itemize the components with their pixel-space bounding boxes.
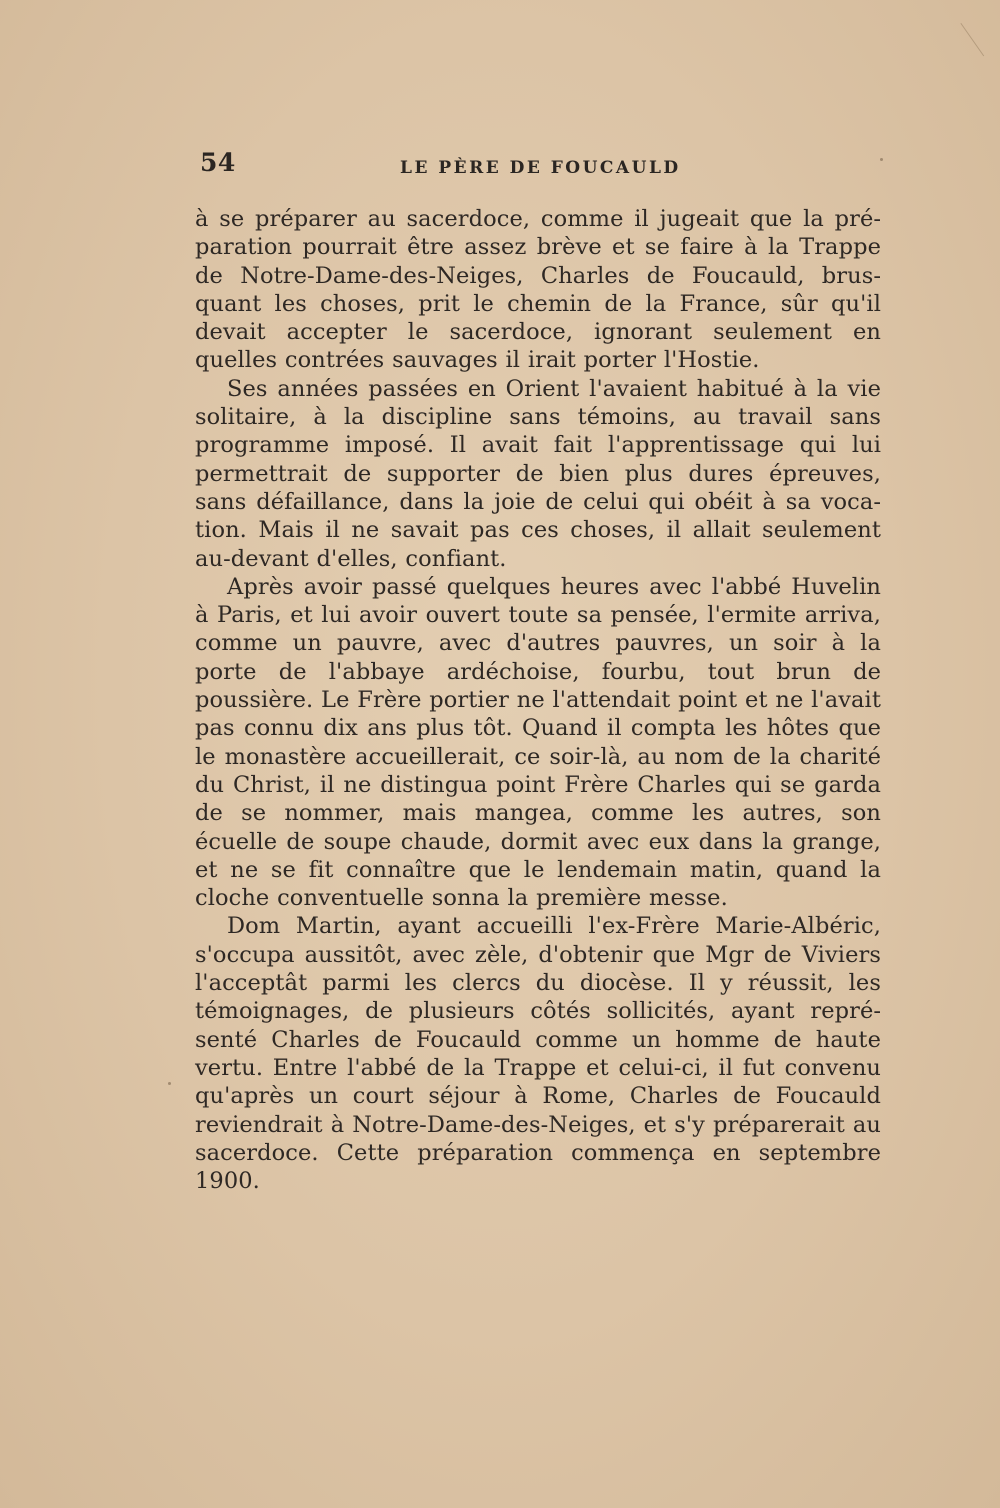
- paragraph-1: à se préparer au sacerdoce, comme il jugeait que la préparation pourrait être assez brève et se faire à la Trappe de Notre-Dame-des-Neiges, Charles de Foucauld, brusquant les choses, prit le chemin de la France, sûr qu'il devait accepter le sacerdoce, ignorant seulement en quelles contrées sauvages il irait porter l'Hostie.: [195, 206, 881, 374]
- page-number: 54: [200, 148, 236, 177]
- running-title: LE PÈRE DE FOUCAULD: [400, 158, 681, 178]
- paragraph-2: Ses années passées en Orient l'avaient habitué à la vie solitaire, à la discipline sans témoins, au travail sans programme imposé. Il avait fait l'apprentissage qui lui permettrait de supporter de bien plus dures épreuves, sans défaillance, dans la joie de celui qui obéit à sa vocation. Mais il ne savait pas ces choses, il allait seulement au-devant d'elles, confiant.: [195, 375, 881, 572]
- paragraph-3: Après avoir passé quelques heures avec l'abbé Huvelin à Paris, et lui avoir ouvert toute sa pensée, l'ermite arriva, comme un pauvre, avec d'autres pauvres, un soir à la porte de l'abbaye ardéchoise, fourbu, tout brun de poussière. Le Frère portier ne l'attendait point et ne l'avait pas connu dix ans plus tôt. Quand il compta les hôtes que le monastère accueillerait, ce soir-là, au nom de la charité du Christ, il ne distingua point Frère Charles qui se garda de se nommer, mais mangea, comme les autres, son écuelle de soupe chaude, dormit avec eux dans la grange, et ne se fit connaître que le lendemain matin, quand la cloche conventuelle sonna la première messe.: [195, 573, 881, 912]
- page-header: [200, 148, 886, 188]
- paper-speck: [262, 958, 264, 960]
- paragraph-4: Dom Martin, ayant accueilli l'ex-Frère Marie-Albéric, s'occupa aussitôt, avec zèle, d'obtenir que Mgr de Viviers l'acceptât parmi les clercs du diocèse. Il y réussit, les témoignages, de plusieurs côtés sollicités, ayant représenté Charles de Foucauld comme un homme de haute vertu. Entre l'abbé de la Trappe et celui-ci, il fut convenu qu'après un court séjour à Rome, Charles de Foucauld reviendrait à Notre-Dame-des-Neiges, et s'y préparerait au sacerdoce. Cette préparation commença en septembre 1900.: [195, 913, 881, 1195]
- page-corner-fold: [960, 0, 1000, 56]
- body-text: [195, 205, 881, 1195]
- paper-speck: [880, 158, 883, 161]
- paper-speck: [168, 1082, 171, 1085]
